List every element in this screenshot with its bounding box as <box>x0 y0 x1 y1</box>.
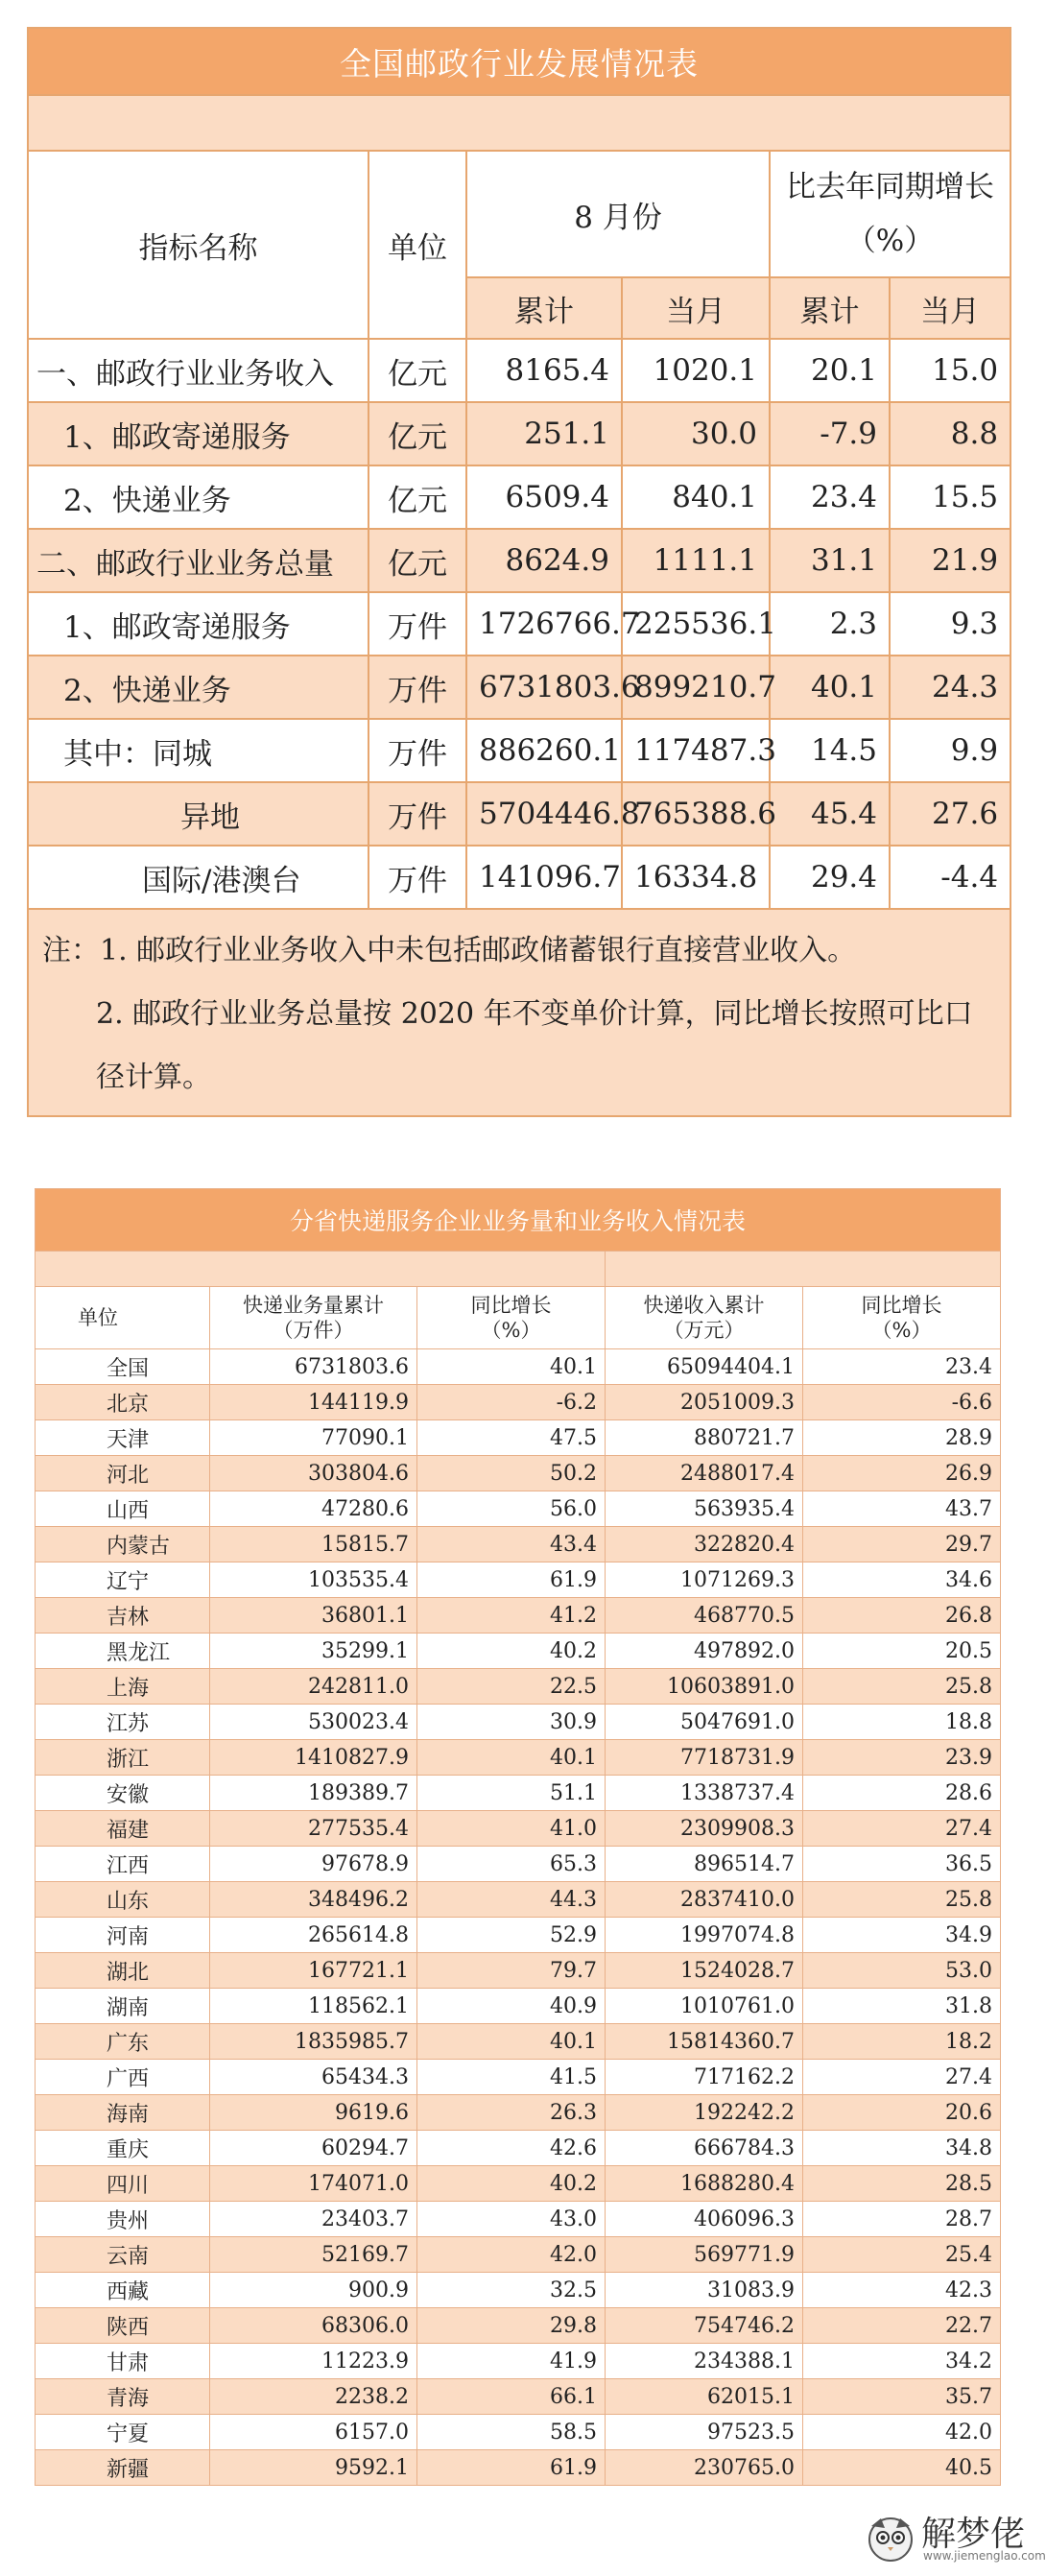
growth-cumulative: 45.4 <box>770 782 890 846</box>
header-unit: 单位 <box>36 1287 210 1349</box>
revenue-growth: 28.6 <box>803 1776 1001 1811</box>
revenue-growth: 53.0 <box>803 1953 1001 1989</box>
header-cumulative: 累计 <box>466 277 622 339</box>
province-row <box>36 1811 1001 1847</box>
cumulative-value: 5704446.8 <box>466 782 622 846</box>
volume-cumulative: 15815.7 <box>210 1527 417 1562</box>
province-name: 浙江 <box>36 1740 210 1776</box>
table-row <box>28 339 1010 402</box>
growth-month: 21.9 <box>890 529 1010 592</box>
revenue-growth: 40.5 <box>803 2450 1001 2486</box>
province-name: 云南 <box>36 2237 210 2273</box>
volume-growth: 61.9 <box>417 2450 606 2486</box>
revenue-cumulative: 62015.1 <box>606 2379 803 2415</box>
header-indicator: 指标名称 <box>28 151 368 339</box>
revenue-growth: 26.8 <box>803 1598 1001 1634</box>
volume-cumulative: 6157.0 <box>210 2415 417 2450</box>
unit-cell: 亿元 <box>368 402 466 465</box>
table-row <box>28 846 1010 909</box>
national-postal-table <box>27 27 1010 1117</box>
volume-cumulative: 65434.3 <box>210 2060 417 2095</box>
province-row <box>36 2415 1001 2450</box>
growth-month: 9.3 <box>890 592 1010 656</box>
volume-growth: 66.1 <box>417 2379 606 2415</box>
province-name: 全国 <box>36 1349 210 1385</box>
table-row <box>28 402 1010 465</box>
revenue-cumulative: 1071269.3 <box>606 1562 803 1598</box>
revenue-growth: 23.4 <box>803 1349 1001 1385</box>
province-row <box>36 1562 1001 1598</box>
volume-cumulative: 68306.0 <box>210 2308 417 2344</box>
table-title: 全国邮政行业发展情况表 <box>28 28 1010 95</box>
header-revenue-growth: 同比增长 （%） <box>803 1287 1001 1349</box>
month-value: 840.1 <box>622 465 770 529</box>
volume-growth: 52.9 <box>417 1918 606 1953</box>
unit-cell: 亿元 <box>368 529 466 592</box>
unit-cell: 万件 <box>368 719 466 782</box>
revenue-growth: 22.7 <box>803 2308 1001 2344</box>
table-notes <box>28 909 1010 1116</box>
revenue-cumulative: 192242.2 <box>606 2095 803 2131</box>
growth-month: -4.4 <box>890 846 1010 909</box>
indicator-name: 二、邮政行业业务总量 <box>28 529 368 592</box>
province-name: 甘肃 <box>36 2344 210 2379</box>
table-row <box>28 782 1010 846</box>
volume-growth: 40.1 <box>417 2024 606 2060</box>
province-row <box>36 1420 1001 1456</box>
revenue-cumulative: 497892.0 <box>606 1634 803 1669</box>
province-name: 贵州 <box>36 2202 210 2237</box>
unit-cell: 亿元 <box>368 465 466 529</box>
volume-growth: 40.1 <box>417 1740 606 1776</box>
growth-cumulative: 31.1 <box>770 529 890 592</box>
indicator-name: 其中：同城 <box>28 719 368 782</box>
blank-band <box>28 95 1010 151</box>
province-row <box>36 2131 1001 2166</box>
revenue-cumulative: 234388.1 <box>606 2344 803 2379</box>
revenue-growth: 42.0 <box>803 2415 1001 2450</box>
indicator-name: 2、快递业务 <box>28 465 368 529</box>
growth-cumulative: 23.4 <box>770 465 890 529</box>
volume-growth: 56.0 <box>417 1491 606 1527</box>
revenue-growth: 20.6 <box>803 2095 1001 2131</box>
revenue-cumulative: 1688280.4 <box>606 2166 803 2202</box>
owl-face-icon <box>864 2511 917 2564</box>
unit-cell: 万件 <box>368 592 466 656</box>
revenue-growth: 25.8 <box>803 1669 1001 1705</box>
table-row <box>28 592 1010 656</box>
cumulative-value: 8165.4 <box>466 339 622 402</box>
cumulative-value: 6509.4 <box>466 465 622 529</box>
province-name: 江西 <box>36 1847 210 1882</box>
province-name: 河北 <box>36 1456 210 1491</box>
province-name: 新疆 <box>36 2450 210 2486</box>
revenue-cumulative: 97523.5 <box>606 2415 803 2450</box>
header-month: 当月 <box>622 277 770 339</box>
volume-growth: 51.1 <box>417 1776 606 1811</box>
revenue-growth: 23.9 <box>803 1740 1001 1776</box>
volume-cumulative: 2238.2 <box>210 2379 417 2415</box>
unit-cell: 万件 <box>368 656 466 719</box>
province-row <box>36 2273 1001 2308</box>
volume-growth: 40.2 <box>417 2166 606 2202</box>
province-row <box>36 1598 1001 1634</box>
table-row <box>28 656 1010 719</box>
revenue-cumulative: 1010761.0 <box>606 1989 803 2024</box>
revenue-cumulative: 468770.5 <box>606 1598 803 1634</box>
revenue-growth: 27.4 <box>803 1811 1001 1847</box>
cumulative-value: 1726766.7 <box>466 592 622 656</box>
province-row <box>36 2166 1001 2202</box>
revenue-growth: 35.7 <box>803 2379 1001 2415</box>
volume-cumulative: 77090.1 <box>210 1420 417 1456</box>
province-name: 黑龙江 <box>36 1634 210 1669</box>
revenue-cumulative: 31083.9 <box>606 2273 803 2308</box>
growth-month: 8.8 <box>890 402 1010 465</box>
volume-growth: -6.2 <box>417 1385 606 1420</box>
volume-growth: 41.5 <box>417 2060 606 2095</box>
revenue-cumulative: 754746.2 <box>606 2308 803 2344</box>
note-1: 注：1. 邮政行业业务收入中未包括邮政储蓄银行直接营业收入。 <box>42 934 857 967</box>
volume-growth: 47.5 <box>417 1420 606 1456</box>
volume-cumulative: 348496.2 <box>210 1882 417 1918</box>
month-value: 1020.1 <box>622 339 770 402</box>
province-name: 重庆 <box>36 2131 210 2166</box>
volume-cumulative: 265614.8 <box>210 1918 417 1953</box>
province-name: 辽宁 <box>36 1562 210 1598</box>
month-value: 225536.1 <box>622 592 770 656</box>
revenue-growth: 27.4 <box>803 2060 1001 2095</box>
revenue-growth: 26.9 <box>803 1456 1001 1491</box>
volume-growth: 58.5 <box>417 2415 606 2450</box>
header-volume-growth: 同比增长 （%） <box>417 1287 606 1349</box>
volume-cumulative: 118562.1 <box>210 1989 417 2024</box>
volume-growth: 65.3 <box>417 1847 606 1882</box>
volume-growth: 41.2 <box>417 1598 606 1634</box>
province-row <box>36 1953 1001 1989</box>
volume-growth: 40.1 <box>417 1349 606 1385</box>
cumulative-value: 886260.1 <box>466 719 622 782</box>
growth-month: 27.6 <box>890 782 1010 846</box>
province-name: 湖北 <box>36 1953 210 1989</box>
province-name: 广西 <box>36 2060 210 2095</box>
volume-cumulative: 277535.4 <box>210 1811 417 1847</box>
volume-cumulative: 52169.7 <box>210 2237 417 2273</box>
revenue-cumulative: 1524028.7 <box>606 1953 803 1989</box>
volume-cumulative: 23403.7 <box>210 2202 417 2237</box>
volume-cumulative: 167721.1 <box>210 1953 417 1989</box>
table-title: 分省快递服务企业业务量和业务收入情况表 <box>36 1189 1001 1252</box>
provincial-express-table <box>35 1188 1000 2486</box>
province-row <box>36 1669 1001 1705</box>
revenue-growth: 29.7 <box>803 1527 1001 1562</box>
header-period: 8 月份 <box>466 151 770 277</box>
province-name: 北京 <box>36 1385 210 1420</box>
header-revenue: 快递收入累计 （万元） <box>606 1287 803 1349</box>
month-value: 899210.7 <box>622 656 770 719</box>
volume-cumulative: 9619.6 <box>210 2095 417 2131</box>
revenue-growth: 43.7 <box>803 1491 1001 1527</box>
province-name: 内蒙古 <box>36 1527 210 1562</box>
revenue-growth: 18.8 <box>803 1705 1001 1740</box>
revenue-growth: 34.2 <box>803 2344 1001 2379</box>
revenue-cumulative: 230765.0 <box>606 2450 803 2486</box>
province-name: 江苏 <box>36 1705 210 1740</box>
volume-growth: 41.9 <box>417 2344 606 2379</box>
revenue-cumulative: 666784.3 <box>606 2131 803 2166</box>
revenue-cumulative: 569771.9 <box>606 2237 803 2273</box>
revenue-growth: 34.6 <box>803 1562 1001 1598</box>
province-row <box>36 2344 1001 2379</box>
cumulative-value: 251.1 <box>466 402 622 465</box>
header-unit: 单位 <box>368 151 466 339</box>
growth-month: 24.3 <box>890 656 1010 719</box>
province-name: 上海 <box>36 1669 210 1705</box>
note-2: 2. 邮政行业业务总量按 2020 年不变单价计算，同比增长按照可比口径计算。 <box>96 997 973 1094</box>
revenue-cumulative: 15814360.7 <box>606 2024 803 2060</box>
province-name: 四川 <box>36 2166 210 2202</box>
province-name: 安徽 <box>36 1776 210 1811</box>
month-value: 117487.3 <box>622 719 770 782</box>
growth-month: 15.0 <box>890 339 1010 402</box>
province-row <box>36 1918 1001 1953</box>
blank-band <box>36 1252 606 1287</box>
volume-cumulative: 103535.4 <box>210 1562 417 1598</box>
volume-cumulative: 303804.6 <box>210 1456 417 1491</box>
cumulative-value: 141096.7 <box>466 846 622 909</box>
province-name: 海南 <box>36 2095 210 2131</box>
province-row <box>36 1776 1001 1811</box>
volume-growth: 43.0 <box>417 2202 606 2237</box>
volume-cumulative: 47280.6 <box>210 1491 417 1527</box>
revenue-growth: 42.3 <box>803 2273 1001 2308</box>
province-row <box>36 1705 1001 1740</box>
indicator-name: 一、邮政行业业务收入 <box>28 339 368 402</box>
volume-cumulative: 6731803.6 <box>210 1349 417 1385</box>
month-value: 765388.6 <box>622 782 770 846</box>
revenue-growth: 31.8 <box>803 1989 1001 2024</box>
revenue-cumulative: 7718731.9 <box>606 1740 803 1776</box>
volume-growth: 79.7 <box>417 1953 606 1989</box>
province-name: 湖南 <box>36 1989 210 2024</box>
volume-growth: 44.3 <box>417 1882 606 1918</box>
growth-cumulative: 29.4 <box>770 846 890 909</box>
cumulative-value: 6731803.6 <box>466 656 622 719</box>
revenue-growth: 36.5 <box>803 1847 1001 1882</box>
watermark-brand: 解梦佬 <box>921 2515 1026 2554</box>
month-value: 30.0 <box>622 402 770 465</box>
cumulative-value: 8624.9 <box>466 529 622 592</box>
province-row <box>36 2060 1001 2095</box>
revenue-cumulative: 1338737.4 <box>606 1776 803 1811</box>
province-row <box>36 1527 1001 1562</box>
revenue-growth: 20.5 <box>803 1634 1001 1669</box>
province-name: 西藏 <box>36 2273 210 2308</box>
revenue-cumulative: 322820.4 <box>606 1527 803 1562</box>
revenue-cumulative: 2837410.0 <box>606 1882 803 1918</box>
province-row <box>36 1456 1001 1491</box>
month-value: 1111.1 <box>622 529 770 592</box>
province-row <box>36 1634 1001 1669</box>
volume-cumulative: 97678.9 <box>210 1847 417 1882</box>
revenue-cumulative: 2488017.4 <box>606 1456 803 1491</box>
province-name: 青海 <box>36 2379 210 2415</box>
blank-band <box>606 1252 1001 1287</box>
province-row <box>36 2202 1001 2237</box>
province-name: 山西 <box>36 1491 210 1527</box>
revenue-cumulative: 406096.3 <box>606 2202 803 2237</box>
revenue-growth: 34.9 <box>803 1918 1001 1953</box>
volume-growth: 40.9 <box>417 1989 606 2024</box>
province-name: 山东 <box>36 1882 210 1918</box>
volume-growth: 50.2 <box>417 1456 606 1491</box>
volume-growth: 42.6 <box>417 2131 606 2166</box>
volume-cumulative: 1835985.7 <box>210 2024 417 2060</box>
volume-growth: 30.9 <box>417 1705 606 1740</box>
unit-cell: 万件 <box>368 782 466 846</box>
indicator-name: 2、快递业务 <box>28 656 368 719</box>
revenue-growth: -6.6 <box>803 1385 1001 1420</box>
unit-cell: 亿元 <box>368 339 466 402</box>
volume-cumulative: 189389.7 <box>210 1776 417 1811</box>
province-name: 河南 <box>36 1918 210 1953</box>
revenue-cumulative: 717162.2 <box>606 2060 803 2095</box>
provincial-express-table-grid <box>35 1188 1001 2486</box>
volume-cumulative: 9592.1 <box>210 2450 417 2486</box>
volume-growth: 43.4 <box>417 1527 606 1562</box>
province-name: 福建 <box>36 1811 210 1847</box>
growth-month: 9.9 <box>890 719 1010 782</box>
province-name: 广东 <box>36 2024 210 2060</box>
volume-cumulative: 60294.7 <box>210 2131 417 2166</box>
province-row <box>36 2308 1001 2344</box>
revenue-growth: 18.2 <box>803 2024 1001 2060</box>
indicator-name: 1、邮政寄递服务 <box>28 592 368 656</box>
growth-month: 15.5 <box>890 465 1010 529</box>
province-row <box>36 2379 1001 2415</box>
province-row <box>36 1385 1001 1420</box>
province-row <box>36 1349 1001 1385</box>
volume-growth: 42.0 <box>417 2237 606 2273</box>
growth-cumulative: -7.9 <box>770 402 890 465</box>
header-volume: 快递业务量累计 （万件） <box>210 1287 417 1349</box>
volume-growth: 29.8 <box>417 2308 606 2344</box>
volume-growth: 40.2 <box>417 1634 606 1669</box>
header-growth-month: 当月 <box>890 277 1010 339</box>
revenue-cumulative: 896514.7 <box>606 1847 803 1882</box>
revenue-cumulative: 65094404.1 <box>606 1349 803 1385</box>
volume-cumulative: 900.9 <box>210 2273 417 2308</box>
province-name: 陕西 <box>36 2308 210 2344</box>
revenue-cumulative: 563935.4 <box>606 1491 803 1527</box>
volume-cumulative: 35299.1 <box>210 1634 417 1669</box>
province-row <box>36 2095 1001 2131</box>
indicator-name: 异地 <box>28 782 368 846</box>
province-row <box>36 2237 1001 2273</box>
revenue-growth: 25.4 <box>803 2237 1001 2273</box>
province-row <box>36 1491 1001 1527</box>
revenue-growth: 34.8 <box>803 2131 1001 2166</box>
unit-cell: 万件 <box>368 846 466 909</box>
volume-cumulative: 1410827.9 <box>210 1740 417 1776</box>
national-postal-table-grid <box>27 27 1011 1117</box>
growth-cumulative: 2.3 <box>770 592 890 656</box>
revenue-cumulative: 10603891.0 <box>606 1669 803 1705</box>
indicator-name: 国际/港澳台 <box>28 846 368 909</box>
revenue-growth: 28.9 <box>803 1420 1001 1456</box>
volume-cumulative: 174071.0 <box>210 2166 417 2202</box>
table-row <box>28 719 1010 782</box>
province-name: 天津 <box>36 1420 210 1456</box>
header-growth-cumulative: 累计 <box>770 277 890 339</box>
volume-growth: 22.5 <box>417 1669 606 1705</box>
revenue-cumulative: 1997074.8 <box>606 1918 803 1953</box>
province-row <box>36 1740 1001 1776</box>
volume-growth: 32.5 <box>417 2273 606 2308</box>
volume-growth: 26.3 <box>417 2095 606 2131</box>
province-row <box>36 2450 1001 2486</box>
volume-cumulative: 242811.0 <box>210 1669 417 1705</box>
province-name: 吉林 <box>36 1598 210 1634</box>
revenue-cumulative: 5047691.0 <box>606 1705 803 1740</box>
province-row <box>36 1989 1001 2024</box>
province-row <box>36 1847 1001 1882</box>
indicator-name: 1、邮政寄递服务 <box>28 402 368 465</box>
growth-cumulative: 20.1 <box>770 339 890 402</box>
table-row <box>28 529 1010 592</box>
province-name: 宁夏 <box>36 2415 210 2450</box>
revenue-cumulative: 880721.7 <box>606 1420 803 1456</box>
growth-cumulative: 40.1 <box>770 656 890 719</box>
month-value: 16334.8 <box>622 846 770 909</box>
volume-growth: 61.9 <box>417 1562 606 1598</box>
revenue-growth: 28.7 <box>803 2202 1001 2237</box>
revenue-growth: 25.8 <box>803 1882 1001 1918</box>
volume-cumulative: 530023.4 <box>210 1705 417 1740</box>
table-row <box>28 465 1010 529</box>
volume-cumulative: 11223.9 <box>210 2344 417 2379</box>
revenue-cumulative: 2051009.3 <box>606 1385 803 1420</box>
growth-cumulative: 14.5 <box>770 719 890 782</box>
revenue-growth: 28.5 <box>803 2166 1001 2202</box>
province-row <box>36 2024 1001 2060</box>
province-row <box>36 1882 1001 1918</box>
header-growth: 比去年同期增长（%） <box>770 151 1010 277</box>
watermark-url: www.jiemenglao.com <box>923 2549 1046 2563</box>
volume-cumulative: 144119.9 <box>210 1385 417 1420</box>
volume-growth: 41.0 <box>417 1811 606 1847</box>
site-watermark <box>864 2507 1046 2572</box>
volume-cumulative: 36801.1 <box>210 1598 417 1634</box>
revenue-cumulative: 2309908.3 <box>606 1811 803 1847</box>
